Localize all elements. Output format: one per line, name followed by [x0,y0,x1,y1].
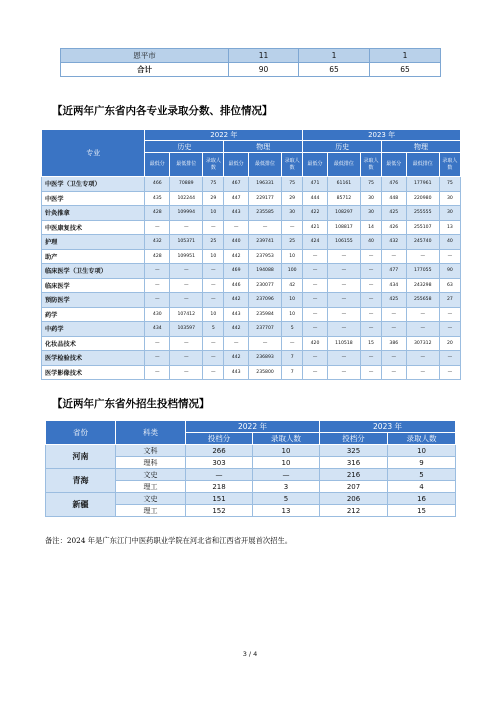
table-cell: 420 [303,336,328,351]
table-cell: 255107 [406,220,439,235]
table-cell: 206 [320,493,388,505]
table-cell: 110518 [327,336,360,351]
table-cell: 435 [145,191,170,206]
table-cell: — [186,469,253,481]
table-cell: 426 [381,220,406,235]
physics-2023-header: 物理 [381,141,460,153]
physics-2022-header: 物理 [224,141,303,153]
table-cell: 4 [388,481,456,493]
footnote: 备注：2024 年是广东江门中医药职业学院在河北省和江西省开展首次招生。 [45,536,293,545]
table-row [42,322,461,337]
table-cell: — [203,365,224,380]
major-name: 中医康复技术 [42,220,145,235]
table-cell: — [327,264,360,279]
table-cell: 216 [320,469,388,481]
table-cell: 237096 [248,293,281,308]
table-cell: 5 [203,322,224,337]
table-cell: — [224,220,249,235]
min-score-header: 最低分 [145,153,170,177]
summary-row-label: 恩平市 [61,49,229,63]
admitted-count-header: 录取人数 [282,153,303,177]
table-cell: — [145,336,170,351]
table-cell: 467 [224,177,249,192]
summary-cell: 90 [229,63,299,77]
table-cell: — [203,293,224,308]
table-cell: 447 [224,191,249,206]
table-cell: 102244 [170,191,203,206]
table-cell: — [282,220,303,235]
table-cell: 108297 [327,206,360,221]
table-cell: 85712 [327,191,360,206]
table-cell: 15 [361,336,382,351]
table-cell: — [406,322,439,337]
table-cell: — [361,249,382,264]
track-name: 文史 [116,469,186,481]
table-cell: — [170,278,203,293]
table-row [46,445,456,457]
table-cell: 25 [282,235,303,250]
table-cell: — [303,307,328,322]
table-cell: 103597 [170,322,203,337]
table-cell: 16 [388,493,456,505]
table-cell: — [145,220,170,235]
table-cell: 316 [320,457,388,469]
table-cell: 235984 [248,307,281,322]
table-cell: 152 [186,505,253,517]
table-cell: 196331 [248,177,281,192]
table-cell: — [303,351,328,366]
table-row [42,249,461,264]
table-row [42,264,461,279]
table-cell: 14 [361,220,382,235]
major-name: 化妆品技术 [42,336,145,351]
table-cell: 109994 [170,206,203,221]
table-cell: 5 [253,493,320,505]
table-cell: — [327,322,360,337]
table-cell: 448 [381,191,406,206]
table-cell: 151 [186,493,253,505]
table-cell: 442 [224,351,249,366]
table-cell: 430 [145,307,170,322]
table-cell: — [361,307,382,322]
table-cell: — [303,365,328,380]
table-cell: 10 [203,307,224,322]
admission-scores-table [41,129,461,380]
table-cell: — [248,220,281,235]
min-rank-header: 最低排位 [327,153,360,177]
table-cell: — [303,249,328,264]
table-cell: 477 [381,264,406,279]
table-cell: 10 [388,445,456,457]
table-cell: — [361,278,382,293]
table-cell: 425 [381,293,406,308]
table-cell: — [439,249,460,264]
table-cell: — [203,220,224,235]
summary-cell: 1 [370,49,441,63]
table-row [46,493,456,505]
year-2022-header: 2022 年 [145,130,303,141]
table-cell: 255658 [406,293,439,308]
table-cell: — [170,365,203,380]
table-cell: 432 [145,235,170,250]
table-cell: — [282,336,303,351]
table-cell: 90 [439,264,460,279]
table-cell: 440 [224,235,249,250]
table-cell: 109951 [170,249,203,264]
summary-cell: 1 [299,49,370,63]
table-row [42,206,461,221]
table-cell: 229177 [248,191,281,206]
major-column-header: 专业 [42,130,145,177]
table-cell: 303 [186,457,253,469]
year-2022-header: 2022 年 [186,421,320,433]
table-cell: 20 [439,336,460,351]
table-cell: 207 [320,481,388,493]
major-name: 中医学 [42,191,145,206]
table-cell: 30 [439,206,460,221]
track-name: 文史 [116,493,186,505]
table-cell: 10 [203,206,224,221]
min-rank-header: 最低排位 [248,153,281,177]
table-cell: 255555 [406,206,439,221]
table-row [42,336,461,351]
table-cell: — [203,336,224,351]
table-cell: 70889 [170,177,203,192]
table-row [42,351,461,366]
table-cell: 3 [253,481,320,493]
table-cell: 425 [381,206,406,221]
table-cell: 421 [303,220,328,235]
track-name: 文科 [116,445,186,457]
table-cell: 177961 [406,177,439,192]
major-name: 临床医学（卫生专项） [42,264,145,279]
admitted-count-header: 录取人数 [361,153,382,177]
summary-cell: 11 [229,49,299,63]
table-cell: — [145,365,170,380]
major-name: 医学影像技术 [42,365,145,380]
table-cell: 13 [253,505,320,517]
table-cell: — [361,264,382,279]
table-cell: — [303,264,328,279]
table-cell: 230077 [248,278,281,293]
table-cell: 442 [224,249,249,264]
summary-row-label: 合计 [61,63,229,77]
table-cell: 63 [439,278,460,293]
table-cell: 424 [303,235,328,250]
major-name: 医学检验技术 [42,351,145,366]
table-cell: — [203,351,224,366]
table-cell: 5 [282,322,303,337]
table-cell: 75 [203,177,224,192]
table-cell: 422 [303,206,328,221]
table-cell: 108817 [327,220,360,235]
out-of-province-body [46,445,456,517]
table-cell: 40 [439,235,460,250]
table-cell: 220980 [406,191,439,206]
min-score-header: 最低分 [381,153,406,177]
summary-row [61,63,441,77]
summary-table-body [61,49,441,77]
table-cell: 27 [439,293,460,308]
table-cell: 30 [282,206,303,221]
table-cell: — [361,293,382,308]
table-cell: 446 [224,278,249,293]
table-cell: 428 [145,249,170,264]
table-cell: — [224,336,249,351]
track-name: 理工 [116,481,186,493]
table-cell: 476 [381,177,406,192]
summary-cell: 65 [370,63,441,77]
table-cell: — [381,307,406,322]
table-cell: 75 [361,177,382,192]
table-cell: 471 [303,177,328,192]
table-cell: 442 [224,293,249,308]
admitted-2023-header: 录取人数 [388,433,456,445]
table-cell: — [303,293,328,308]
table-cell: — [439,365,460,380]
table-cell: — [381,351,406,366]
table-cell: 434 [381,278,406,293]
table-cell: 30 [361,191,382,206]
table-cell: — [439,351,460,366]
table-cell: 10 [282,249,303,264]
table-cell: 194088 [248,264,281,279]
table-cell: — [303,322,328,337]
table-cell: — [439,322,460,337]
table-cell: — [406,307,439,322]
table-cell: — [145,293,170,308]
province-name: 新疆 [46,493,116,517]
summary-cell: 65 [299,63,370,77]
table-cell: — [170,336,203,351]
table-cell: — [170,351,203,366]
table-cell: 443 [224,365,249,380]
min-score-header: 最低分 [303,153,328,177]
table-cell: 106155 [327,235,360,250]
major-name: 药学 [42,307,145,322]
table-cell: 469 [224,264,249,279]
admitted-count-header: 录取人数 [439,153,460,177]
table-cell: 29 [203,191,224,206]
table-cell: 235800 [248,365,281,380]
section-title-out-of-province: 【近两年广东省外招生投档情况】 [52,398,210,410]
table-cell: 10 [203,249,224,264]
table-cell: — [170,220,203,235]
table-cell: 442 [224,322,249,337]
table-row [42,307,461,322]
history-2022-header: 历史 [145,141,224,153]
table-cell: — [170,293,203,308]
table-cell: — [248,336,281,351]
table-cell: 10 [282,293,303,308]
table-cell: — [361,322,382,337]
table-cell: — [327,351,360,366]
province-column-header: 省份 [46,421,116,445]
table-cell: 434 [145,322,170,337]
major-name: 中药学 [42,322,145,337]
table-cell: — [439,307,460,322]
table-cell: 386 [381,336,406,351]
major-name: 预防医学 [42,293,145,308]
table-row [42,191,461,206]
table-cell: — [145,264,170,279]
table-cell: 75 [439,177,460,192]
table-cell: 5 [388,469,456,481]
table-cell: 243298 [406,278,439,293]
table-cell: — [253,469,320,481]
year-2023-header: 2023 年 [303,130,461,141]
major-name: 中医学（卫生专项） [42,177,145,192]
table-cell: 235585 [248,206,281,221]
table-cell: — [381,365,406,380]
major-name: 针灸推拿 [42,206,145,221]
table-cell: 307312 [406,336,439,351]
year-2023-header: 2023 年 [320,421,456,433]
track-name: 理工 [116,505,186,517]
table-cell: 25 [203,235,224,250]
admitted-2022-header: 录取人数 [253,433,320,445]
table-cell: — [327,278,360,293]
table-cell: — [327,293,360,308]
table-row [42,235,461,250]
table-cell: 75 [282,177,303,192]
track-name: 理科 [116,457,186,469]
table-cell: 266 [186,445,253,457]
table-cell: 15 [388,505,456,517]
table-cell: 29 [282,191,303,206]
table-cell: 245740 [406,235,439,250]
table-row [42,220,461,235]
table-cell: 10 [253,445,320,457]
major-name: 临床医学 [42,278,145,293]
table-cell: 239741 [248,235,281,250]
table-cell: — [203,278,224,293]
major-name: 护理 [42,235,145,250]
out-of-province-table [45,420,456,517]
table-row [42,365,461,380]
table-cell: — [170,264,203,279]
table-cell: 443 [224,307,249,322]
table-cell: 7 [282,365,303,380]
admitted-count-header: 录取人数 [203,153,224,177]
table-cell: 236893 [248,351,281,366]
table-cell: — [303,278,328,293]
table-cell: 100 [282,264,303,279]
table-cell: — [327,365,360,380]
table-cell: 466 [145,177,170,192]
table-cell: 428 [145,206,170,221]
table-cell: 325 [320,445,388,457]
table-cell: 9 [388,457,456,469]
table-cell: 30 [361,206,382,221]
table-row [42,293,461,308]
table-cell: 218 [186,481,253,493]
table-cell: 444 [303,191,328,206]
table-cell: 10 [282,307,303,322]
table-cell: 432 [381,235,406,250]
table-cell: — [406,249,439,264]
table-cell: 40 [361,235,382,250]
table-cell: 13 [439,220,460,235]
table-row [46,469,456,481]
table-cell: — [203,264,224,279]
table-cell: — [406,365,439,380]
table-cell: 105371 [170,235,203,250]
admission-scores-body [42,177,461,380]
table-cell: 42 [282,278,303,293]
table-cell: 237707 [248,322,281,337]
page-number: 3 / 4 [242,650,258,658]
table-cell: — [381,322,406,337]
section-title-admission-scores: 【近两年广东省内各专业录取分数、排位情况】 [52,105,273,117]
table-cell: — [361,351,382,366]
history-2023-header: 历史 [303,141,382,153]
min-score-header: 最低分 [224,153,249,177]
table-cell: — [327,249,360,264]
score-2022-header: 投档分 [186,433,253,445]
score-2023-header: 投档分 [320,433,388,445]
table-cell: — [327,307,360,322]
track-column-header: 科类 [116,421,186,445]
table-cell: 443 [224,206,249,221]
table-cell: — [381,249,406,264]
table-cell: 30 [439,191,460,206]
summary-row [61,49,441,63]
table-cell: — [145,278,170,293]
table-cell: — [406,351,439,366]
province-name: 河南 [46,445,116,469]
table-cell: 177055 [406,264,439,279]
table-cell: 61161 [327,177,360,192]
table-cell: 237953 [248,249,281,264]
min-rank-header: 最低排位 [170,153,203,177]
table-row [42,278,461,293]
province-name: 青海 [46,469,116,493]
table-cell: 10 [253,457,320,469]
major-name: 助产 [42,249,145,264]
table-cell: 107412 [170,307,203,322]
table-row [42,177,461,192]
table-cell: 212 [320,505,388,517]
table-cell: — [361,365,382,380]
summary-table [60,48,441,77]
min-rank-header: 最低排位 [406,153,439,177]
table-cell: 7 [282,351,303,366]
table-cell: — [145,351,170,366]
